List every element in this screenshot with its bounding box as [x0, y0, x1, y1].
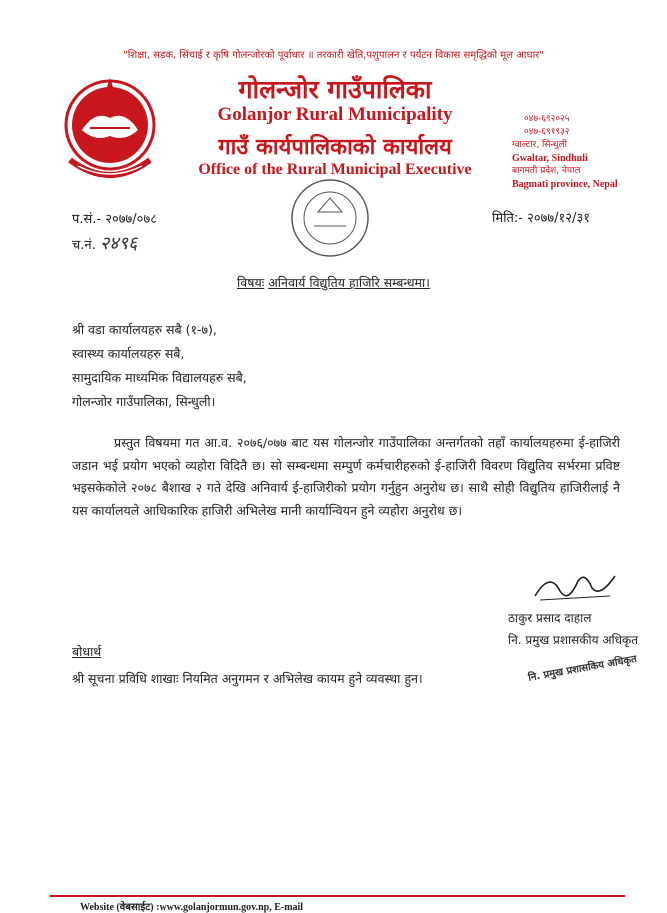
phone-1: ०४७-६९२०२५	[524, 114, 570, 124]
phone-2: ०४७-६९१९३२	[524, 127, 570, 137]
body-paragraph: प्रस्तुत विषयमा गत आ.व. २०७६/०७७ बाट यस गोलन्जोर गाउँपालिका अन्तर्गतको तहाँ कार्यालयहरुमा ई-हाजिरी जडान भई प्रयोग भएको व्यहोरा विदितै छ। सो सम्बन्धमा सम्पुर्ण कर्मचारीहरुको ई-हाजिरी विवरण विद्युतिय सर्भरमा प्रविष्ट भइसकेकोले २०७८ बैशाख २ गते देखि अनिवार्य ई-हाजिरीको प्रयोग गर्नुहुन अनुरोध छ। साथै सोही विद्युतिय हाजिरीलाई नै यस कार्यालयले आधिकारिक हाजिरी अभिलेख मानी कार्यान्वियन हुने व्यहोरा अनुरोध छ।	[72, 435, 620, 518]
province-english: Bagmati province, Nepal	[512, 179, 618, 190]
officer-seal: नि. प्रमुख प्रशासकिय अधिकृत	[527, 653, 638, 684]
footer-divider	[50, 895, 625, 897]
slogan: "शिक्षा, सडक, सिंचाई र कृषि गोलन्जोरको पूर्वाधार ॥ तरकारी खेति,पशुपालन र पर्यटन विकास समृद्धिको मूल आधार"	[123, 50, 544, 61]
nepal-emblem-logo	[50, 70, 170, 195]
signer-name: ठाकुर प्रसाद दाहाल	[508, 611, 592, 625]
signer-title: नि. प्रमुख प्रशासकीय अधिकृत	[508, 633, 639, 647]
chalani-number	[72, 232, 157, 258]
signer-block	[508, 607, 648, 651]
recipient-line: सामुदायिक माध्यमिक विद्यालयहरु सबै,	[72, 370, 247, 385]
footer-website: Website (वेबसाईट) :www.golanjormun.gov.np, E-mail	[80, 902, 304, 913]
cc-text: श्री सूचना प्रविधि शाखाः नियमित अनुगमन र अभिलेख कायम हुने व्यवस्था हुन।	[72, 671, 423, 686]
province-nepali: बागमती प्रदेश, नेपाल	[512, 166, 581, 176]
address-english: Gwaltar, Sindhuli	[512, 153, 588, 164]
recipient-line: गोलन्जोर गाउँपालिका, सिन्धुली।	[72, 394, 216, 409]
subject-label: विषयः	[237, 275, 265, 290]
reference-block	[72, 208, 157, 258]
subject-line	[0, 274, 667, 291]
chalani-label: च.नं.	[72, 238, 96, 253]
letter-date: मिति:- २०७७/१२/३१	[492, 211, 590, 226]
contact-block	[512, 113, 652, 191]
handwritten-signature	[530, 566, 620, 606]
office-stamp	[288, 176, 373, 261]
recipient-line: स्वास्थ्य कार्यालयहरु सबै,	[72, 346, 185, 361]
chalani-handwritten-value: २४९६	[99, 233, 138, 254]
office-name-nepali: गाउँ कार्यपालिकाको कार्यालय	[218, 135, 452, 160]
address-nepali: ग्वाल्टार, सिन्धुली	[512, 140, 567, 150]
letter-body	[72, 432, 620, 522]
municipality-name-nepali: गोलन्जोर गाउँपालिका	[238, 75, 432, 104]
cc-label: बोधार्थ	[72, 644, 102, 659]
subject-text: अनिवार्य विद्युतिय हाजिरि सम्बन्धमा।	[268, 275, 430, 290]
recipients-list	[72, 318, 247, 414]
patra-sankhya: प.सं.- २०७७/०७८	[72, 212, 157, 227]
office-name-english: Office of the Rural Municipal Executive	[198, 161, 472, 178]
municipality-name-english: Golanjor Rural Municipality	[217, 104, 453, 125]
recipient-line: श्री वडा कार्यालयहरु सबै (१-७),	[72, 322, 217, 337]
